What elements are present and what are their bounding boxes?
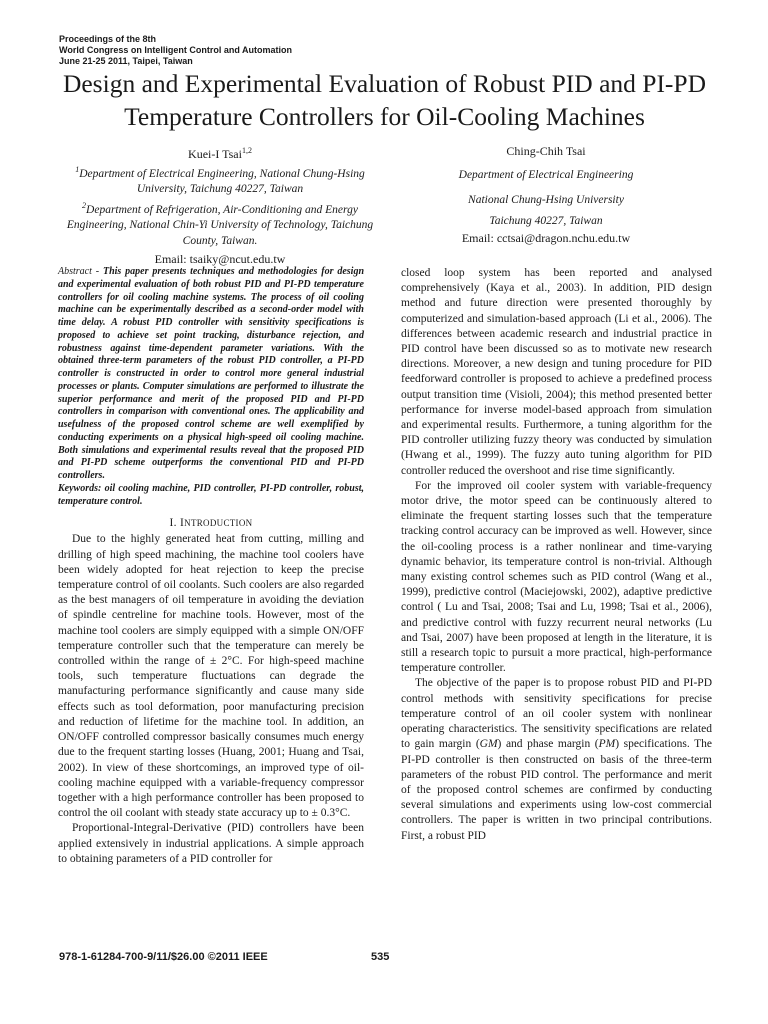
author-affiliation: Taichung 40227, Taiwan — [489, 215, 603, 227]
paragraph: For the improved oil cooler system with variable-frequency motor drive, the motor speed can be continuously altered to eliminate the frequent starting losses such that the temperature tracking control accuracy can be improved as well. However, since the oil-cooling process is a rather nonlinear and time-varying dynamic behavior, its temperature control is non-trivial. Although many existing control schemes such as PID control (Wang et al., 1999), predictive control (Maciejowski, 2002), adaptive predictive control ( Lu and Tsai, 2008; Tsai and Lu, 1998; Tsai et al., 2006), and predictive control with fuzzy recurrent neural networks (Lu and Tsai, 2007) have been proposed at length in the literature, it is still a research topic to pursuit a more practical, high-performance temperature controller. — [401, 479, 712, 675]
author-email: Email: tsaiky@ncut.edu.tw — [154, 252, 286, 267]
conference-line: World Congress on Intelligent Control and Automation — [59, 45, 292, 55]
author-name: Kuei-I Tsai — [188, 147, 242, 161]
author-email: Email: cctsai@dragon.nchu.edu.tw — [461, 231, 631, 245]
author-block-1 — [60, 143, 380, 267]
author-affiliation: National Chung-Hsing University — [468, 194, 624, 206]
author-affiliation: $^2$Department of Refrigeration, Air-Conditioning and Energy Engineering, National Chin-Yi University of Technology, Taichung County, Taiwan. — [66, 200, 374, 247]
conference-line: June 21-25 2011, Taipei, Taiwan — [59, 56, 193, 66]
abstract-text: This paper presents techniques and methodologies for design and experimental evaluation of both robust PID and PI-PD temperature controllers for oil cooling machine systems. The process of oil cooling machine can be experimentally described as a second-order model with time delay. A robust PID controller with sensitivity specifications is proposed to achieve set point tracking, disturbance rejection, and robustness against time-dependent parameter variations. With the obtained three-term parameters of the robust PID controller, a PI-PD controller is constructed in order to control more general industrial processes or plants. Computer simulations are performed to illustrate the superior performance and merit of the proposed PID and PI-PD controllers in comparison with conventional ones. The applicability and usefulness of the proposed control scheme are well exemplified by conducting experiments on a physical high-speed oil cooling machine. Both simulations and experimental results reveal that the proposed PID and PI-PD scheme outperforms the conventional PID and PI-PD controllers. — [58, 266, 364, 481]
author-name-line — [60, 143, 380, 162]
author-block-2 — [400, 143, 692, 246]
keywords: Keywords: oil cooling machine, PID controller, PI-PD controller, robust, temperature control. — [58, 482, 364, 507]
author-name: Ching-Chih Tsai — [506, 144, 586, 158]
author-superscript: 1,2 — [241, 146, 252, 155]
page-number: 535 — [371, 951, 390, 963]
author-affiliation: Department of Electrical Engineering — [458, 169, 634, 181]
author-affiliation: $^1$Department of Electrical Engineering, National Chung-Hsing University, Taichung 40227, Taiwan — [75, 165, 365, 196]
abstract-label: Abstract - — [58, 266, 103, 277]
paragraph: closed loop system has been reported and analysed comprehensively (Kaya et al., 2003). In addition, PID design method and future direction were presented thoroughly by computerized and simulation-based approach (Li et al., 2006). The differences between academic research and industrial practice in PID control have been discussed so as to motivate new research directions. Moreover, a new design and tuning procedure for PID feedforward controller is proposed to achieve a predefined process output transition time (Visioli, 2004); this method presented better performance for inverse model-based approach from simulation and experimental results. Furthermore, a tuning algorithm for the PID controller utilizing fuzzy theory was conducted by simulation (Hwang et al., 1999). The fuzzy auto tuning algorithm for PID controller reduced the overshoot and rise time significantly. — [401, 267, 712, 477]
isbn-copyright: 978-1-61284-700-9/11/$26.00 ©2011 IEEE — [59, 951, 268, 963]
section-heading: I. INTRODUCTION — [169, 517, 253, 530]
abstract — [58, 266, 364, 483]
right-column — [401, 266, 712, 844]
paper-title: Design and Experimental Evaluation of Robust PID and PI-PD Temperature Controllers for Oil-Cooling Machines — [62, 69, 707, 131]
left-column — [58, 266, 364, 867]
paragraph: Proportional-Integral-Derivative (PID) controllers have been applied extensively in industrial applications. A simple approach to obtaining parameters of a PID controller for — [58, 822, 364, 865]
paragraph: The objective of the paper is to propose robust PID and PI-PD control methods with sensitivity specifications for precise temperature control of an oil cooler system with nonlinear operating characteristics. The sensitivity specifications are related to gain margin (GM) and phase margin (PM) specifications. The PI-PD controller is then constructed on basis of the three-term parameters of the robust PID control. The performance and merit of the proposed control schemes are confirmed by conducting several simulations and experiments using low-cost commercial controllers. The paper is written in two principal contributions. First, a robust PID — [401, 677, 712, 842]
conference-line: Proceedings of the 8th — [59, 34, 157, 44]
conference-header — [59, 34, 292, 67]
paragraph: Due to the highly generated heat from cutting, milling and drilling of high speed machining, the machine tool coolers have been widely adopted for heat rejection to keep the precise temperature control of oil coolants. Such coolers are also regarded as the best managers of oil temperature in avoiding the deviation of spindle centreline for machine tools. However, most of the machine tool coolers are simply equipped with a simple ON/OFF temperature controller such that the temperature can merely be controlled within the range of ± 2°C. For high-speed machine tools, such temperature fluctuations can degrade the manufacturing performance significantly and cause many side effects such as tool deformation, poor manufacturing precision and reduction of lifetime for the machine tool. In addition, an ON/OFF controlled compressor basically consumes much energy due to the frequent starting losses (Huang, 2001; Huang and Tsai, 2002). In view of these shortcomings, an improved type of oil-cooling machine equipped with a variable-frequency compressor together with a high performance controller has been proposed to control the oil coolant with steady state accuracy up to ± 0.3°C. — [58, 533, 364, 820]
